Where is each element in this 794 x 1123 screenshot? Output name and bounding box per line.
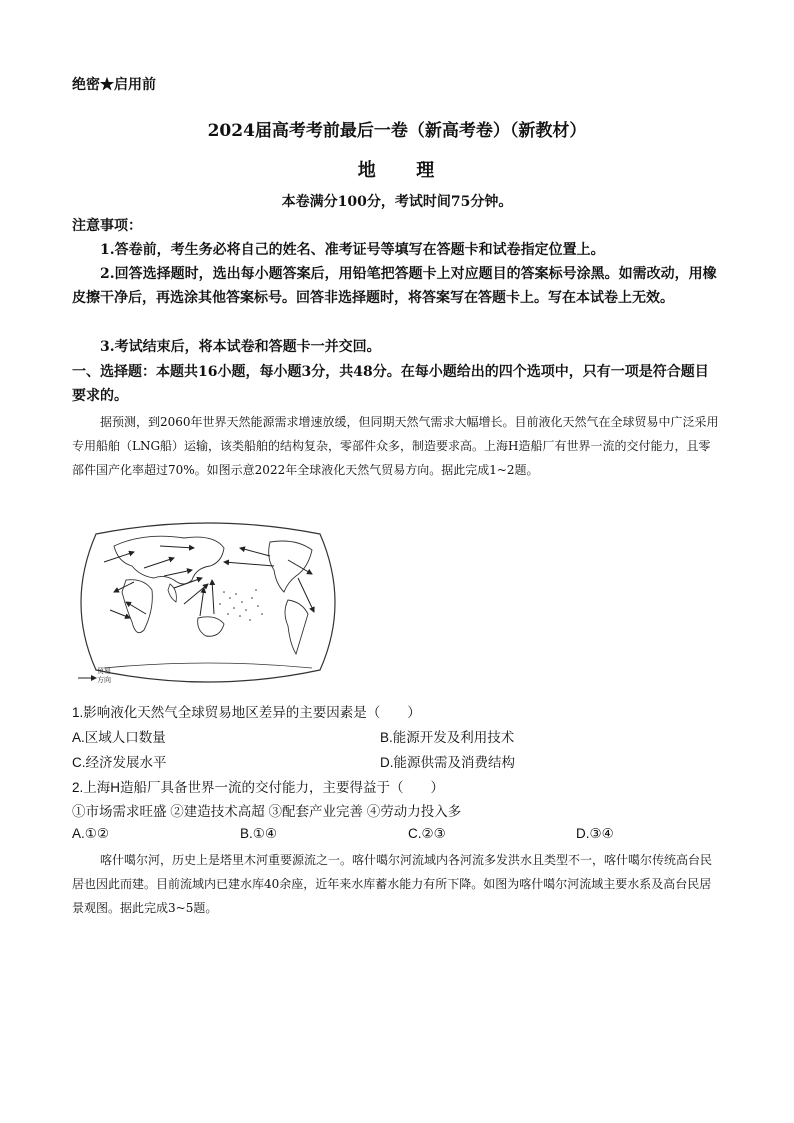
q2-stem: 2.上海H造船厂具备世界一流的交付能力，主要得益于（ ）: [72, 780, 445, 795]
note-item-1: 1.答卷前，考生务必将自己的姓名、准考证号等填写在答题卡和试卷指定位置上。: [100, 242, 605, 258]
exam-title: 2024届高考考前最后一卷（新高考卷）（新教材）: [207, 121, 587, 141]
note-item-2: 2.回答选择题时，选出每小题答案后，用铅笔把答题卡上对应题目的答案标号涂黑。如需改动，用橡皮擦干净后，再选涂其他答案标号。回答非选择题时，将答案写在答题卡上。写在本试卷上无效。: [72, 266, 717, 306]
q2-option-d[interactable]: D.③④: [576, 826, 614, 841]
note-item-3: 3.考试结束后，将本试卷和答题卡一并交回。: [100, 339, 381, 355]
q2-option-a[interactable]: A.①②: [72, 826, 109, 841]
passage-2: 喀什噶尔河，历史上是塔里木河重要源流之一。喀什噶尔河流域内各河流多发洪水且类型不一，喀什噶尔传统高台民居也因此而建。目前流域内已建水库40余座，近年来水库蓄水能力有所下降。如图为喀什噶尔河流域主要水系及高台民居景观图。据此完成3~5题。: [72, 853, 713, 915]
map-legend: [78, 666, 111, 684]
section-heading: 一、选择题：本题共16小题，每小题3分，共48分。在每小题给出的四个选项中，只有一项是符合题目要求的。: [72, 364, 709, 404]
subject-char-1: 地: [357, 160, 378, 181]
q1-option-c[interactable]: C.经济发展水平: [72, 755, 167, 770]
passage-1: 据预测，到2060年世界天然能源需求增速放缓，但同期天然气需求大幅增长。目前液化天然气在全球贸易中广泛采用专用船舶（LNG船）运输，该类船舶的结构复杂，零部件众多，制造要求高。上海H造船厂有世界一流的交付能力，且零部件国产化率超过70%。如图示意2022年全球液化天然气贸易方向。据此完成1~2题。: [72, 415, 719, 477]
q1-option-d[interactable]: D.能源供需及消费结构: [380, 755, 515, 770]
legend-label-2: 方向: [97, 676, 111, 684]
score-line: 本卷满分100分，考试时间75分钟。: [281, 194, 513, 210]
subject-char-2: 理: [416, 160, 437, 181]
lng-trade-map: [74, 518, 342, 688]
secret-label: 绝密★启用前: [72, 77, 156, 93]
q1-option-a[interactable]: A.区域人口数量: [72, 730, 166, 745]
q2-statements: ①市场需求旺盛 ②建造技术高超 ③配套产业完善 ④劳动力投入多: [72, 804, 462, 819]
notes-heading: 注意事项：: [72, 218, 142, 234]
q1-option-b[interactable]: B.能源开发及利用技术: [380, 730, 515, 745]
subject-title: [0, 156, 794, 182]
legend-label-1: 贸易: [97, 667, 111, 675]
q2-option-b[interactable]: B.①④: [240, 826, 277, 841]
q1-stem: 1.影响液化天然气全球贸易地区差异的主要因素是（ ）: [72, 705, 421, 720]
q2-option-c[interactable]: C.②③: [408, 826, 446, 841]
